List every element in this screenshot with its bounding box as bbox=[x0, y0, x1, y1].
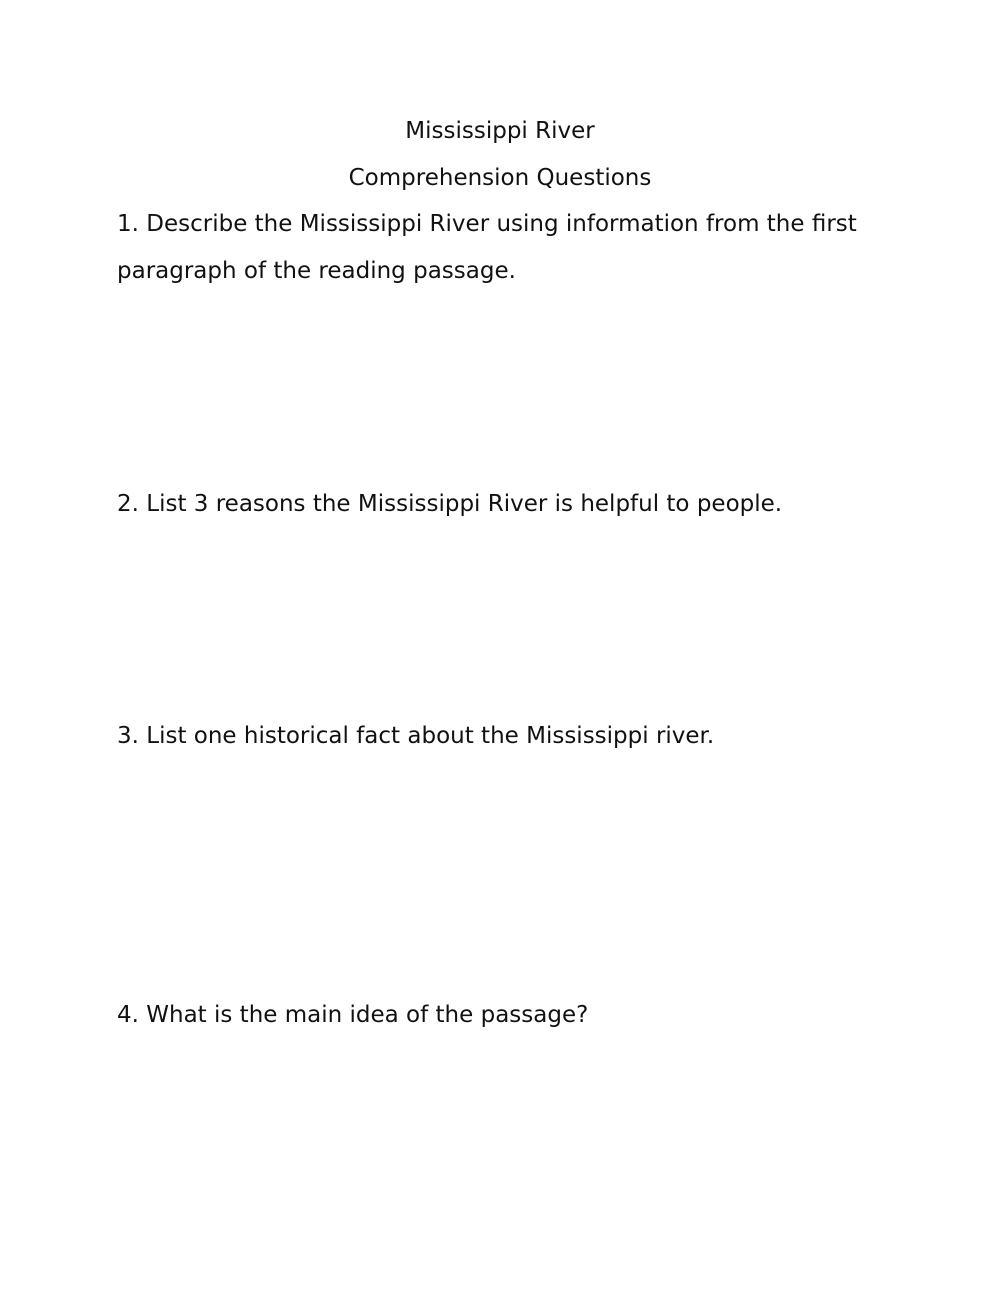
worksheet-title: Mississippi River bbox=[405, 118, 595, 144]
question-1: 1. Describe the Mississippi River using information from the first paragraph of the reading passage. bbox=[117, 211, 857, 284]
question-4: 4. What is the main idea of the passage? bbox=[117, 1002, 589, 1028]
worksheet-subtitle: Comprehension Questions bbox=[348, 165, 652, 191]
question-2: 2. List 3 reasons the Mississippi River is helpful to people. bbox=[117, 491, 783, 517]
question-3: 3. List one historical fact about the Mississippi river. bbox=[117, 723, 715, 749]
